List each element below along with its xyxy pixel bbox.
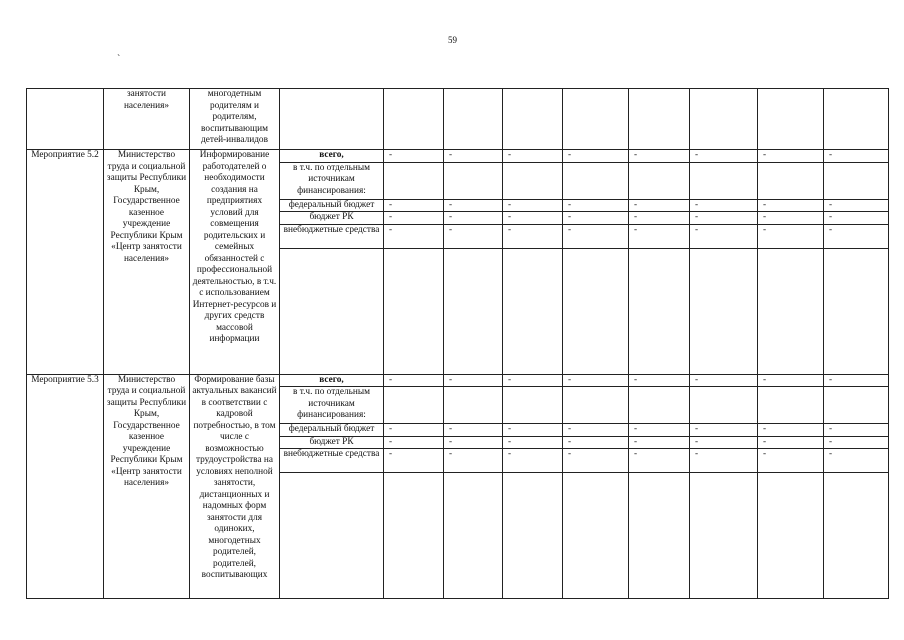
value-dash: - — [824, 150, 889, 163]
funding-total-label: всего, — [280, 374, 384, 387]
value-dash: - — [758, 449, 824, 473]
value-dash: - — [824, 424, 889, 437]
value-dash: - — [690, 199, 758, 212]
value-dash: - — [444, 150, 503, 163]
continuation-row — [27, 89, 889, 150]
value-dash: - — [444, 374, 503, 387]
funding-sources-label: в т.ч. по отдельным источникам финансирования: — [280, 162, 384, 199]
value-dash: - — [629, 224, 690, 248]
description-cell: Формирование базы актуальных вакансий в соответствии с кадровой потребностью, в том числе с возможностью трудоустройства на условиях неполной занятости, дистанционных и надомных форм занятости для одиноких, многодетных родителей, родителей, воспитывающих — [190, 374, 280, 599]
value-dash: - — [503, 436, 563, 449]
value-dash: - — [444, 436, 503, 449]
funding-rk-label: бюджет РК — [280, 436, 384, 449]
value-dash: - — [690, 424, 758, 437]
value-dash: - — [690, 212, 758, 225]
value-dash: - — [824, 224, 889, 248]
value-dash: - — [384, 199, 444, 212]
value-dash: - — [690, 374, 758, 387]
value-dash: - — [384, 224, 444, 248]
executor-cell: занятости населения» — [104, 89, 190, 150]
value-dash: - — [563, 199, 629, 212]
funding-sources-label: в т.ч. по отдельным источникам финансирования: — [280, 387, 384, 424]
value-dash: - — [629, 424, 690, 437]
value-dash: - — [503, 374, 563, 387]
value-dash: - — [824, 449, 889, 473]
value-dash: - — [384, 150, 444, 163]
value-dash: - — [690, 449, 758, 473]
value-dash: - — [824, 374, 889, 387]
funding-federal-label: федеральный бюджет — [280, 199, 384, 212]
program-table — [26, 88, 889, 599]
funding-federal-label: федеральный бюджет — [280, 424, 384, 437]
value-dash: - — [758, 436, 824, 449]
table-row — [27, 374, 889, 387]
value-dash: - — [690, 436, 758, 449]
value-dash: - — [503, 449, 563, 473]
description-cell: Информирование работодателей о необходимости создания на предприятиях условий для совмещения родительских и семейных обязанностей с профессиональной деятельностью, в т.ч. с использованием Интернет-ресурсов и других средств массовой информации — [190, 150, 280, 375]
value-dash: - — [824, 199, 889, 212]
value-dash: - — [563, 374, 629, 387]
value-dash: - — [690, 224, 758, 248]
table-row — [27, 150, 889, 163]
value-dash: - — [629, 150, 690, 163]
funding-total-label: всего, — [280, 150, 384, 163]
stray-mark: ` — [117, 54, 121, 65]
value-dash: - — [384, 449, 444, 473]
value-dash: - — [503, 150, 563, 163]
value-dash: - — [444, 449, 503, 473]
value-dash: - — [758, 374, 824, 387]
value-dash: - — [758, 150, 824, 163]
value-dash: - — [444, 424, 503, 437]
value-dash: - — [503, 212, 563, 225]
value-dash: - — [629, 199, 690, 212]
executor-cell: Министерство труда и социальной защиты Республики Крым, Государственное казенное учреждение Республики Крым «Центр занятости населения» — [104, 374, 190, 599]
value-dash: - — [758, 212, 824, 225]
value-dash: - — [563, 224, 629, 248]
funding-extra-label: внебюджетные средства — [280, 449, 384, 473]
value-dash: - — [758, 224, 824, 248]
measure-id-cell: Мероприятие 5.3 — [27, 374, 104, 599]
value-dash: - — [384, 374, 444, 387]
value-dash: - — [503, 224, 563, 248]
value-dash: - — [824, 212, 889, 225]
value-dash: - — [629, 374, 690, 387]
value-dash: - — [629, 449, 690, 473]
value-dash: - — [563, 436, 629, 449]
value-dash: - — [690, 150, 758, 163]
funding-extra-label: внебюджетные средства — [280, 224, 384, 248]
value-dash: - — [444, 224, 503, 248]
value-dash: - — [503, 424, 563, 437]
funding-rk-label: бюджет РК — [280, 212, 384, 225]
value-dash: - — [384, 424, 444, 437]
executor-cell: Министерство труда и социальной защиты Республики Крым, Государственное казенное учреждение Республики Крым «Центр занятости населения» — [104, 150, 190, 375]
value-dash: - — [563, 150, 629, 163]
measure-id-cell: Мероприятие 5.2 — [27, 150, 104, 375]
value-dash: - — [563, 449, 629, 473]
value-dash: - — [444, 212, 503, 225]
value-dash: - — [503, 199, 563, 212]
value-dash: - — [629, 436, 690, 449]
description-cell: многодетным родителям и родителям, воспитывающим детей-инвалидов — [190, 89, 280, 150]
measure-id-cell — [27, 89, 104, 150]
value-dash: - — [384, 436, 444, 449]
page-number: 59 — [448, 35, 457, 45]
value-dash: - — [563, 212, 629, 225]
value-dash: - — [444, 199, 503, 212]
value-dash: - — [758, 199, 824, 212]
value-dash: - — [629, 212, 690, 225]
value-dash: - — [384, 212, 444, 225]
value-dash: - — [758, 424, 824, 437]
value-dash: - — [824, 436, 889, 449]
value-dash: - — [563, 424, 629, 437]
